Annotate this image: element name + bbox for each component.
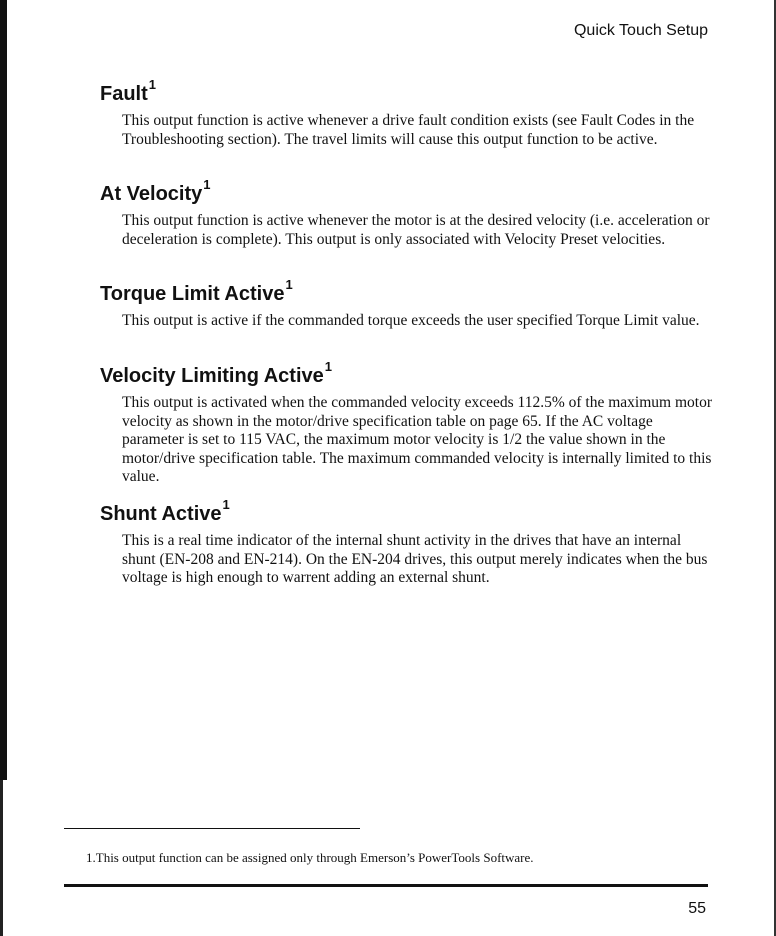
section-body: This is a real time indicator of the internal shunt activity in the drives that have an internal shunt (EN-208 and EN-214). On the EN-204 drives, this output merely indicates when the bus voltage is high enough to warrent adding an external shunt. bbox=[122, 532, 708, 586]
section-torque-limit-active bbox=[100, 277, 712, 331]
section-body: This output is active if the commanded torque exceeds the user specified Torque Limit value. bbox=[122, 312, 700, 329]
page-number: 55 bbox=[688, 900, 706, 917]
section-body: This output function is active whenever a drive fault condition exists (see Fault Codes in the Troubleshooting section). The travel limits will cause this output function to be active. bbox=[122, 112, 695, 148]
footnote-marker: 1 bbox=[222, 497, 230, 513]
section-at-velocity bbox=[100, 177, 712, 249]
section-heading: Fault$^1$ bbox=[100, 77, 157, 105]
footnote: 1.This output function can be assigned only through Emerson’s PowerTools Software. bbox=[86, 850, 534, 865]
section-fault bbox=[100, 77, 712, 149]
running-header: Quick Touch Setup bbox=[573, 22, 708, 39]
section-heading: Shunt Active$^1$ bbox=[100, 497, 230, 525]
section-shunt-active bbox=[100, 497, 712, 588]
section-velocity-limiting-active bbox=[100, 359, 712, 487]
footnote-rule bbox=[64, 828, 360, 829]
section-heading: At Velocity$^1$ bbox=[100, 177, 211, 205]
footer-rule bbox=[64, 884, 708, 887]
footnote-marker: 1 bbox=[203, 177, 211, 193]
left-margin-bar-thin bbox=[0, 780, 3, 936]
footnote-marker: 1 bbox=[148, 77, 157, 93]
left-margin-bar bbox=[0, 0, 7, 780]
footnote-marker: 1 bbox=[324, 359, 332, 375]
section-body: This output is activated when the commanded velocity exceeds 112.5% of the maximum motor velocity as shown in the motor/drive specification table on page 65. If the AC voltage parameter is set to 115 VAC, the maximum motor velocity is 1/2 the value shown in the motor/drive specification table. The maximum commanded velocity is internally limited to this value. bbox=[122, 394, 712, 485]
section-heading: Torque Limit Active$^1$ bbox=[100, 277, 293, 305]
footnote-marker: 1 bbox=[285, 277, 293, 293]
section-heading: Velocity Limiting Active$^1$ bbox=[100, 359, 332, 387]
section-body: This output function is active whenever the motor is at the desired velocity (i.e. acceleration or deceleration is complete). This output is only associated with Velocity Preset velocities. bbox=[122, 212, 710, 248]
